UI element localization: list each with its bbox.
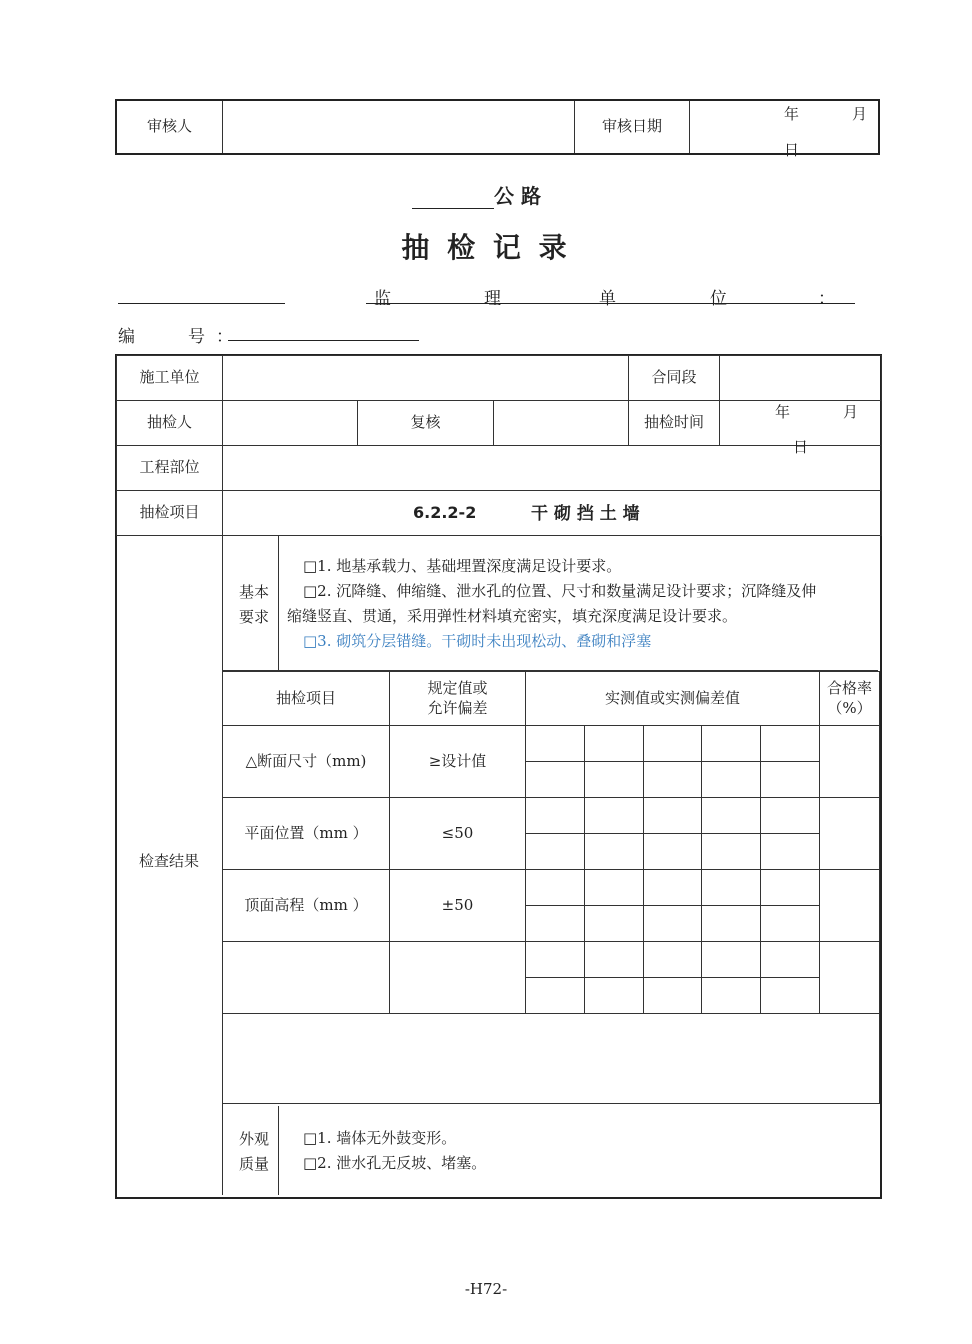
reviewer-value[interactable]: [223, 100, 575, 154]
basic-req-label-box: [222, 536, 279, 671]
inspector-value[interactable]: [223, 401, 358, 446]
requirement-3: □3. 砌筑分层错缝。干砌时未出现松动、叠砌和浮塞: [303, 632, 652, 650]
supervisor-colon: ：: [818, 289, 835, 309]
measure-cell[interactable]: [643, 870, 702, 906]
measure-cell[interactable]: [761, 870, 820, 906]
construction-unit-value[interactable]: [223, 356, 629, 401]
pass-rate-cell[interactable]: [820, 942, 880, 1014]
inspection-item-value: [223, 491, 882, 536]
supervisor-char-3: 单: [599, 289, 616, 309]
date-day: 日: [793, 438, 809, 456]
measure-cell[interactable]: [643, 726, 702, 762]
project-part-value[interactable]: [223, 446, 882, 491]
pass-rate-cell[interactable]: [820, 798, 880, 870]
measure-cell[interactable]: [526, 942, 585, 978]
reviewer-label: 审核人: [116, 100, 223, 154]
page-title: 抽 检 记 录: [401, 231, 571, 264]
row-item: △断面尺寸（mm): [223, 726, 390, 798]
road-name-blank[interactable]: [412, 186, 494, 209]
measure-cell[interactable]: [643, 942, 702, 978]
measure-cell[interactable]: [643, 798, 702, 834]
road-suffix: 公 路: [494, 184, 541, 208]
appearance-text-box: [279, 1106, 878, 1195]
inspection-time-value[interactable]: [720, 401, 882, 456]
supervisor-line: [118, 283, 855, 309]
inspection-item-label: 抽检项目: [117, 491, 223, 536]
measure-cell[interactable]: [702, 762, 761, 798]
appearance-item-1: □1. 墙体无外鼓变形。: [303, 1129, 457, 1147]
requirement-2-cont: 缩缝竖直、贯通，采用弹性材料填充密实，填充深度满足设计要求。: [287, 607, 738, 625]
notes-cell[interactable]: [223, 1014, 880, 1104]
number-char-2: 号: [188, 327, 205, 347]
date-day: 日: [784, 141, 800, 159]
date-month: 月: [843, 403, 859, 421]
measure-cell[interactable]: [584, 942, 643, 978]
row-item[interactable]: [223, 942, 390, 1014]
col-header-measured: 实测值或实测偏差值: [526, 672, 820, 726]
recheck-label: 复核: [358, 401, 493, 446]
date-year: 年: [775, 403, 791, 421]
supervisor-char-1: 监: [374, 289, 391, 309]
number-underline[interactable]: [228, 320, 419, 341]
col-header-pass-rate-2: （%）: [827, 698, 872, 717]
row-spec[interactable]: [390, 942, 526, 1014]
measure-cell[interactable]: [643, 906, 702, 942]
col-header-spec-2: 允许偏差: [427, 698, 488, 717]
pass-rate-cell[interactable]: [820, 726, 880, 798]
appearance-label-2: 质量: [239, 1155, 270, 1173]
basic-req-label-2: 要求: [239, 608, 270, 626]
measure-cell[interactable]: [761, 762, 820, 798]
measure-cell[interactable]: [643, 978, 702, 1014]
measure-cell[interactable]: [702, 798, 761, 834]
col-header-spec: [390, 672, 526, 726]
pass-rate-cell[interactable]: [820, 870, 880, 942]
recheck-value[interactable]: [493, 401, 628, 446]
row-item: 顶面高程（mm ）: [223, 870, 390, 942]
project-part-label: 工程部位: [117, 446, 223, 491]
supervisor-char-2: 理: [484, 289, 501, 309]
inspection-time-label: 抽检时间: [629, 401, 720, 446]
measure-cell[interactable]: [526, 906, 585, 942]
measure-cell[interactable]: [584, 870, 643, 906]
measure-cell[interactable]: [584, 726, 643, 762]
requirement-2: □2. 沉降缝、伸缩缝、泄水孔的位置、尺寸和数量满足设计要求；沉降缝及伸: [303, 582, 817, 600]
basic-req-label-1: 基本: [239, 583, 270, 601]
construction-unit-label: 施工单位: [117, 356, 223, 401]
col-header-spec-1: 规定值或: [427, 679, 488, 697]
measure-cell[interactable]: [526, 762, 585, 798]
date-year: 年: [784, 105, 800, 123]
measure-cell[interactable]: [584, 906, 643, 942]
page-number: -H72-: [464, 1280, 508, 1298]
inspection-item-code: 6.2.2-2: [413, 503, 477, 522]
measure-cell[interactable]: [526, 978, 585, 1014]
number-colon: ：: [216, 327, 233, 347]
number-line: [118, 320, 420, 347]
measure-cell[interactable]: [761, 906, 820, 942]
measure-cell[interactable]: [702, 834, 761, 870]
measure-cell[interactable]: [702, 726, 761, 762]
check-result-label: 检查结果: [138, 852, 199, 870]
road-heading: [412, 180, 541, 209]
row-item: 平面位置（mm ）: [223, 798, 390, 870]
contract-section-value[interactable]: [720, 356, 882, 401]
review-date-value[interactable]: [690, 100, 880, 159]
measure-cell[interactable]: [761, 834, 820, 870]
supervisor-char-4: 位: [710, 289, 727, 309]
measure-cell[interactable]: [643, 762, 702, 798]
measure-cell[interactable]: [526, 798, 585, 834]
measure-cell[interactable]: [584, 978, 643, 1014]
col-header-item: 抽检项目: [223, 672, 390, 726]
row-spec: ≤50: [390, 798, 526, 870]
measure-cell[interactable]: [702, 978, 761, 1014]
inspection-item-name: 干 砌 挡 土 墙: [531, 504, 640, 524]
date-month: 月: [852, 105, 868, 123]
row-spec: ≥设计值: [390, 726, 526, 798]
measurement-table: [222, 671, 880, 1104]
col-header-pass-rate-1: 合格率: [826, 679, 872, 697]
basic-req-text-box: [279, 536, 878, 671]
supervisor-prefix-blank[interactable]: [118, 283, 285, 304]
measure-cell[interactable]: [702, 942, 761, 978]
review-table: [115, 99, 880, 159]
appearance-label-1: 外观: [239, 1130, 270, 1148]
measure-cell[interactable]: [643, 834, 702, 870]
requirement-1: □1. 地基承载力、基础埋置深度满足设计要求。: [303, 557, 622, 575]
number-char-1: 编: [118, 327, 135, 347]
measure-cell[interactable]: [761, 942, 820, 978]
measure-cell[interactable]: [761, 978, 820, 1014]
appearance-label-box: [222, 1106, 279, 1195]
measure-cell[interactable]: [702, 906, 761, 942]
measure-cell[interactable]: [584, 762, 643, 798]
measure-cell[interactable]: [761, 798, 820, 834]
form-header-table: [116, 355, 882, 536]
review-date-label: 审核日期: [575, 100, 690, 154]
measure-cell[interactable]: [702, 870, 761, 906]
measure-cell[interactable]: [584, 834, 643, 870]
row-spec: ±50: [390, 870, 526, 942]
col-header-pass-rate: [820, 672, 880, 726]
measure-cell[interactable]: [526, 870, 585, 906]
appearance-item-2: □2. 泄水孔无反坡、堵塞。: [303, 1154, 487, 1172]
measure-cell[interactable]: [584, 798, 643, 834]
measure-cell[interactable]: [526, 834, 585, 870]
contract-section-label: 合同段: [629, 356, 720, 401]
measure-cell[interactable]: [761, 726, 820, 762]
measure-cell[interactable]: [526, 726, 585, 762]
inspector-label: 抽检人: [117, 401, 223, 446]
